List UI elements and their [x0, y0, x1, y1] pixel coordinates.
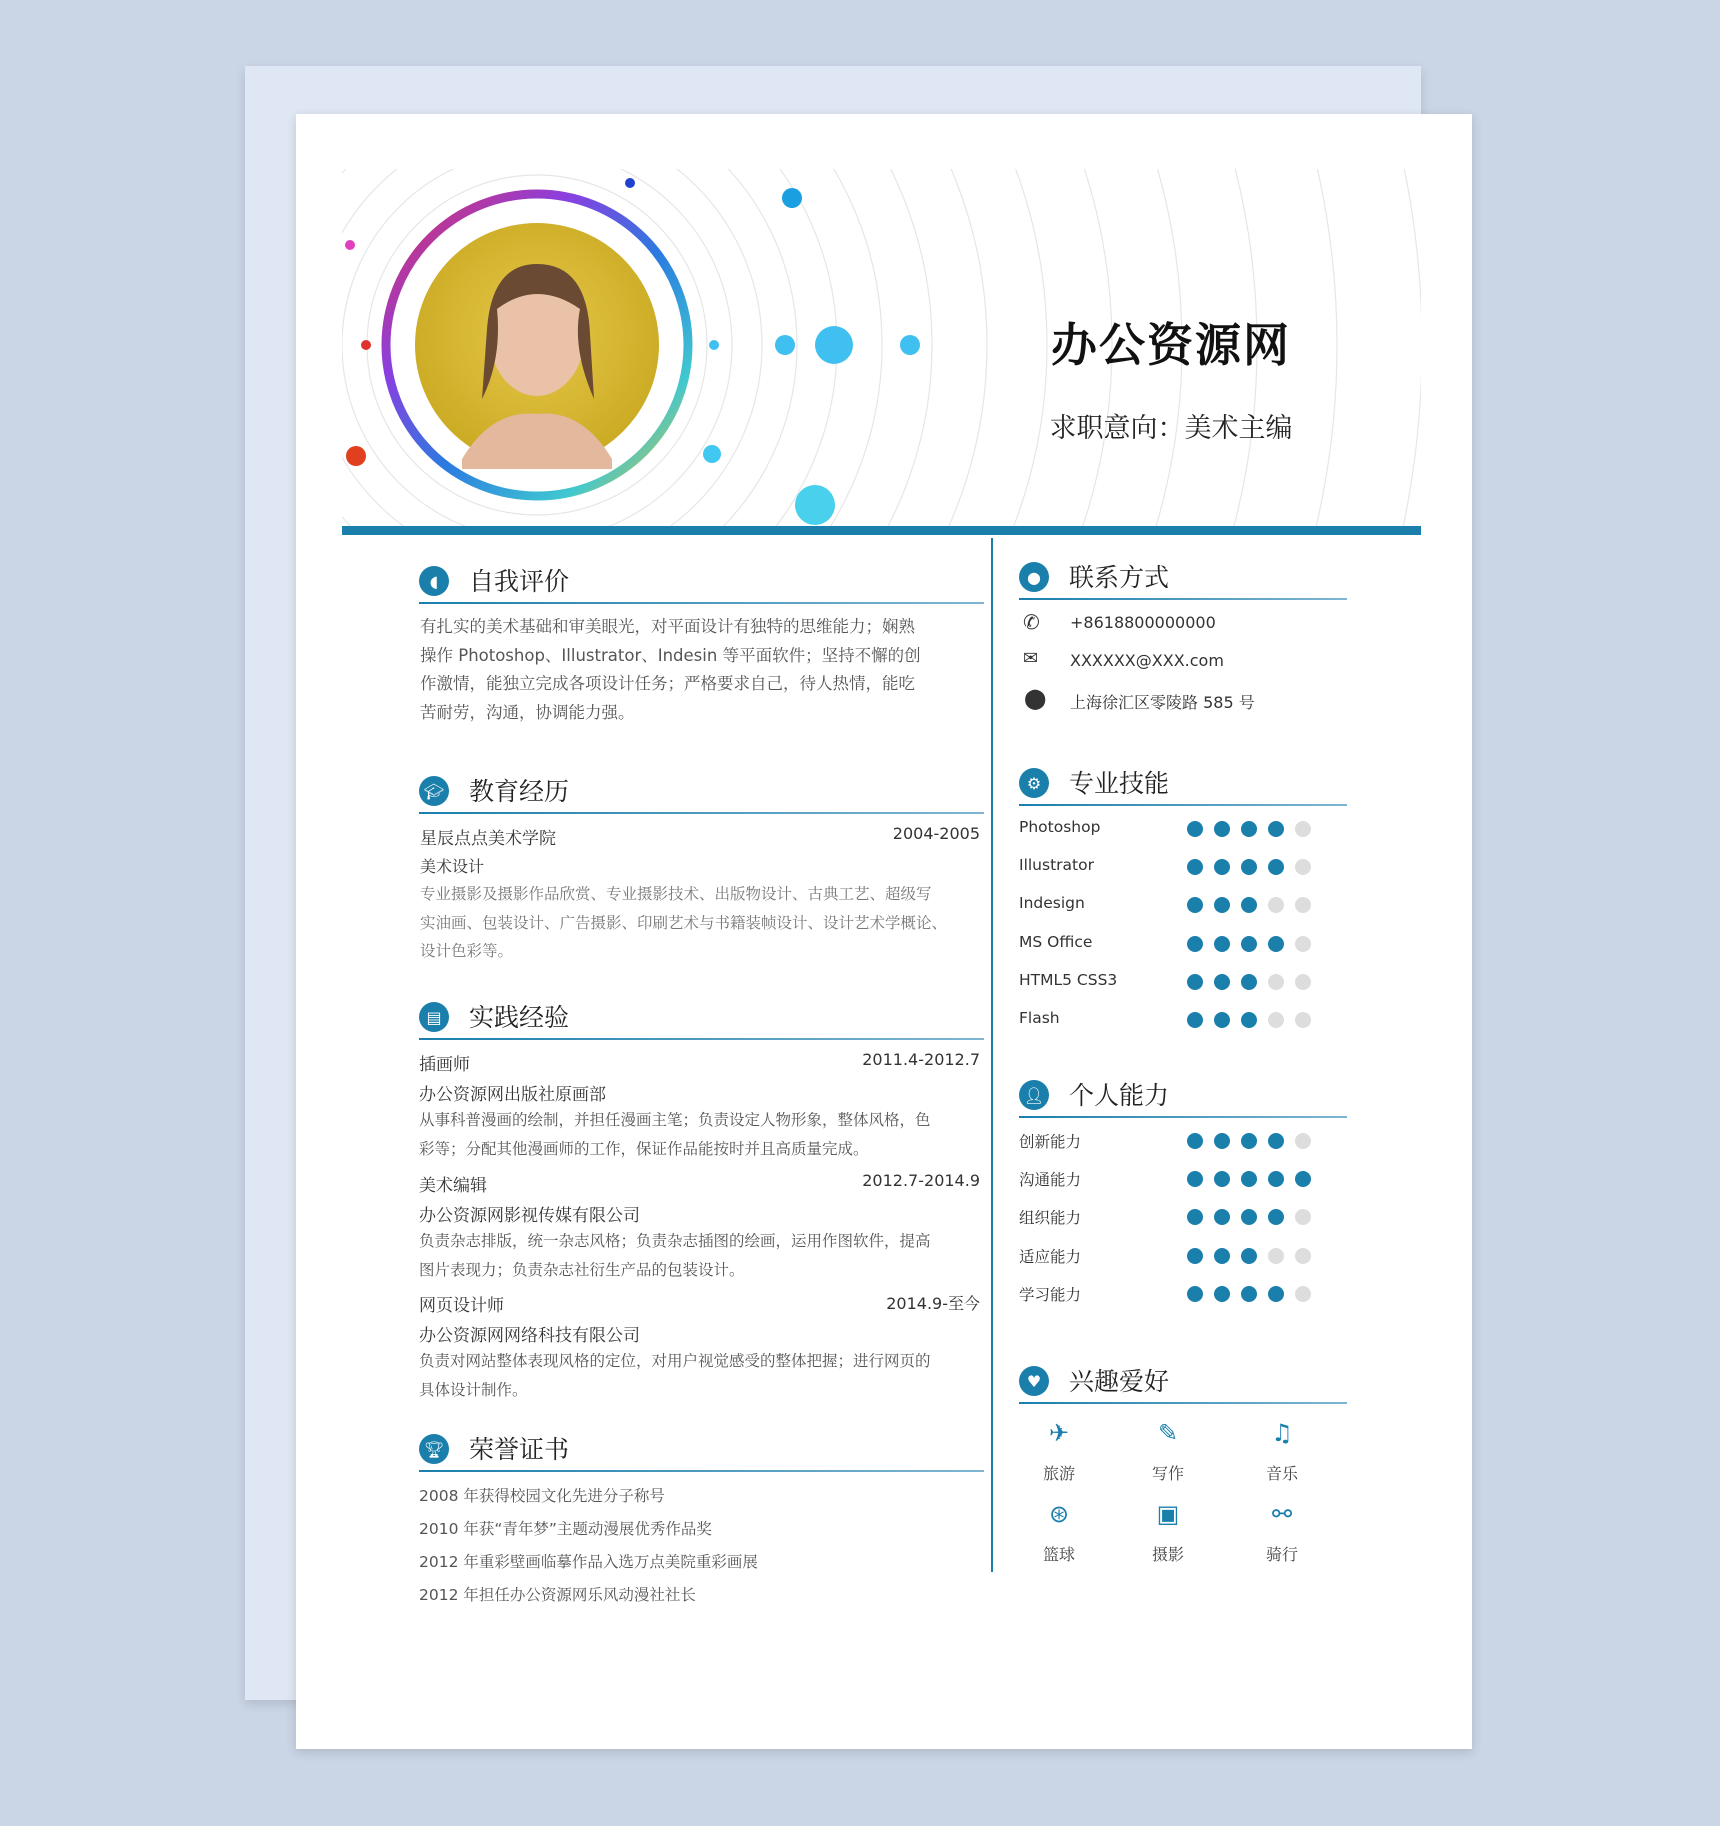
rating-dot-filled — [1187, 821, 1203, 837]
section-underline — [1019, 804, 1347, 806]
job-date: 2014.9-至今 — [886, 1294, 980, 1313]
rating-dot-empty — [1268, 1012, 1284, 1028]
education-date: 2004-2005 — [892, 824, 980, 843]
rating-dot-filled — [1214, 1286, 1230, 1302]
rating-dot-filled — [1187, 936, 1203, 952]
graduation-cap-icon: 🎓︎ — [419, 776, 449, 806]
rating-dot-empty — [1295, 1209, 1311, 1225]
school-name: 星辰点点美术学院 — [420, 829, 556, 849]
basketball-icon: ⊛ — [1048, 1500, 1070, 1528]
rating-label: 组织能力 — [1019, 1209, 1082, 1228]
rating-dot-filled — [1295, 1171, 1311, 1187]
company: 办公资源网影视传媒有限公司 — [419, 1206, 640, 1226]
rating-dot-filled — [1214, 1171, 1230, 1187]
rating-dot-filled — [1268, 1133, 1284, 1149]
rating-label: MS Office — [1019, 932, 1093, 951]
music-icon: ♫ — [1271, 1419, 1293, 1447]
experience-item — [419, 1291, 984, 1406]
rating-dots — [1187, 1012, 1311, 1028]
hobby-travel — [1019, 1419, 1099, 1484]
rating-dots — [1187, 936, 1311, 952]
honors-list — [419, 1480, 758, 1612]
phone-icon: ✆ — [1023, 610, 1040, 634]
rating-dots — [1187, 1171, 1311, 1187]
header-banner — [342, 169, 1421, 531]
rating-dot-empty — [1295, 1133, 1311, 1149]
hobby-cycling — [1242, 1500, 1322, 1565]
megaphone-icon: ◖ — [419, 566, 449, 596]
rating-dot-filled — [1187, 1171, 1203, 1187]
rating-dot-filled — [1214, 1248, 1230, 1264]
section-underline — [1019, 1402, 1347, 1404]
rating-label: Photoshop — [1019, 818, 1101, 836]
gear-icon: ⚙ — [1019, 768, 1049, 798]
rating-dot-empty — [1295, 936, 1311, 952]
rating-label: Indesign — [1019, 894, 1085, 913]
rating-dot-empty — [1295, 1248, 1311, 1264]
job-role: 插画师 — [419, 1055, 470, 1075]
hobby-basketball — [1019, 1500, 1099, 1565]
rating-dot-empty — [1295, 1012, 1311, 1028]
text-line: 实油画、包装设计、广告摄影、印刷艺术与书籍装帧设计、设计艺术学概论、 — [420, 913, 948, 932]
job-role: 美术编辑 — [419, 1176, 487, 1196]
section-underline — [1019, 598, 1347, 600]
rating-dots — [1187, 974, 1311, 990]
rating-dot-filled — [1268, 1286, 1284, 1302]
rating-dot-filled — [1214, 1133, 1230, 1149]
rating-dot-filled — [1187, 1286, 1203, 1302]
company: 办公资源网出版社原画部 — [419, 1085, 606, 1105]
section-underline — [419, 1470, 984, 1472]
chat-bubble-icon: ● — [1019, 562, 1049, 592]
airplane-icon: ✈ — [1048, 1419, 1070, 1447]
rating-dot-empty — [1268, 897, 1284, 913]
rating-dot-empty — [1295, 859, 1311, 875]
rating-label: 创新能力 — [1019, 1133, 1082, 1151]
hobby-label: 旅游 — [1042, 1464, 1075, 1483]
job-role: 网页设计师 — [419, 1296, 504, 1316]
rating-dot-filled — [1214, 1209, 1230, 1225]
user-icon: 👤︎ — [1019, 1080, 1049, 1110]
rating-dot-filled — [1187, 1133, 1203, 1149]
section-title: 荣誉证书 — [469, 1435, 570, 1464]
hobby-label: 骑行 — [1265, 1545, 1298, 1564]
contact-email: XXXXXX@XXX.com — [1070, 651, 1224, 670]
section-underline — [419, 1038, 984, 1040]
section-underline — [419, 602, 984, 604]
rating-dots — [1187, 897, 1311, 913]
hobby-writing — [1128, 1419, 1208, 1484]
text-line: 苦耐劳，沟通，协调能力强。 — [420, 702, 635, 722]
rating-dots — [1187, 1209, 1311, 1225]
rating-dot-filled — [1214, 897, 1230, 913]
resume-page — [296, 114, 1472, 1749]
honor-item: 2010 年获“青年梦”主题动漫展优秀作品奖 — [419, 1520, 712, 1538]
hobby-photography — [1128, 1500, 1208, 1565]
text-line: 图片表现力；负责杂志社衍生产品的包装设计。 — [419, 1260, 745, 1279]
job-intent: 求职意向：美术主编 — [1049, 413, 1293, 444]
rating-dot-filled — [1241, 936, 1257, 952]
rating-dot-filled — [1214, 821, 1230, 837]
text-line: 具体设计制作。 — [419, 1380, 528, 1399]
job-date: 2011.4-2012.7 — [862, 1050, 980, 1069]
rating-dots — [1187, 859, 1311, 875]
rating-dots — [1187, 821, 1311, 837]
hobby-label: 写作 — [1151, 1464, 1184, 1483]
text-line: 彩等；分配其他漫画师的工作，保证作品能按时并且高质量完成。 — [419, 1139, 869, 1158]
rating-dot-filled — [1241, 1133, 1257, 1149]
rating-dot-filled — [1268, 859, 1284, 875]
company: 办公资源网网络科技有限公司 — [419, 1326, 640, 1346]
text-line: 负责对网站整体表现风格的定位，对用户视觉感受的整体把握；进行网页的 — [419, 1352, 931, 1370]
text-line: 专业摄影及摄影作品欣赏、专业摄影技术、出版物设计、古典工艺、超级写 — [420, 885, 932, 903]
document-icon: ▤ — [419, 1002, 449, 1032]
location-pin-icon: ⬤ — [1024, 686, 1047, 710]
section-title: 自我评价 — [469, 567, 570, 596]
header-divider — [342, 526, 1421, 535]
rating-dot-empty — [1295, 974, 1311, 990]
rating-dot-empty — [1295, 897, 1311, 913]
section-title: 联系方式 — [1069, 563, 1170, 592]
rating-dots — [1187, 1133, 1311, 1149]
honor-item: 2012 年担任办公资源网乐风动漫社社长 — [419, 1586, 696, 1604]
rating-dots — [1187, 1286, 1311, 1302]
rating-label: HTML5 CSS3 — [1019, 970, 1118, 989]
rating-dot-filled — [1268, 1171, 1284, 1187]
rating-dot-empty — [1268, 1248, 1284, 1264]
education-description — [420, 880, 990, 966]
experience-item — [419, 1050, 984, 1165]
rating-dot-filled — [1241, 1286, 1257, 1302]
section-title: 教育经历 — [469, 777, 570, 806]
section-title: 实践经验 — [469, 1003, 570, 1032]
honor-item: 2012 年重彩壁画临摹作品入选万点美院重彩画展 — [419, 1553, 758, 1571]
rating-dots — [1187, 1248, 1311, 1264]
email-icon: ✉ — [1023, 648, 1039, 669]
rating-label: 适应能力 — [1019, 1247, 1082, 1266]
rating-dot-filled — [1214, 974, 1230, 990]
contact-address: 上海徐汇区零陵路 585 号 — [1070, 693, 1255, 712]
rating-dot-filled — [1268, 1209, 1284, 1225]
rating-label: Flash — [1019, 1009, 1060, 1027]
text-line: 负责杂志排版，统一杂志风格；负责杂志插图的绘画，运用作图软件，提高 — [419, 1232, 931, 1250]
contact-phone: +8618800000000 — [1070, 613, 1216, 632]
rating-dot-filled — [1187, 897, 1203, 913]
major: 美术设计 — [420, 857, 485, 876]
rating-dot-filled — [1214, 936, 1230, 952]
pencil-icon: ✎ — [1157, 1419, 1179, 1447]
honor-item: 2008 年获得校园文化先进分子称号 — [419, 1487, 665, 1505]
hobby-label: 摄影 — [1151, 1545, 1184, 1564]
heart-icon: ♥ — [1019, 1366, 1049, 1396]
rating-dot-filled — [1241, 1171, 1257, 1187]
rating-dot-filled — [1241, 859, 1257, 875]
section-underline — [1019, 1116, 1347, 1118]
hobby-label: 音乐 — [1265, 1464, 1298, 1483]
experience-item — [419, 1171, 984, 1286]
text-line: 操作 Photoshop、Illustrator、Indesin 等平面软件；坚持不懈的创 — [420, 645, 921, 665]
rating-dot-filled — [1187, 859, 1203, 875]
text-line: 有扎实的美术基础和审美眼光，对平面设计有独特的思维能力；娴熟 — [420, 617, 915, 636]
rating-label: Illustrator — [1019, 856, 1094, 875]
rating-dot-filled — [1214, 1012, 1230, 1028]
rating-dot-filled — [1241, 1012, 1257, 1028]
column-divider — [991, 538, 993, 1572]
text-line: 作激情，能独立完成各项设计任务；严格要求自己，待人热情，能吃 — [420, 674, 915, 693]
trophy-icon: 🏆︎ — [419, 1434, 449, 1464]
section-title: 兴趣爱好 — [1069, 1367, 1170, 1396]
rating-dot-filled — [1241, 897, 1257, 913]
rating-dot-filled — [1214, 859, 1230, 875]
rating-dot-filled — [1187, 1209, 1203, 1225]
section-underline — [419, 812, 984, 814]
rating-dot-filled — [1187, 1248, 1203, 1264]
text-line: 从事科普漫画的绘制，并担任漫画主笔；负责设定人物形象，整体风格，色 — [419, 1111, 931, 1129]
image-icon: ▣ — [1156, 1500, 1180, 1528]
text-line: 设计色彩等。 — [420, 942, 514, 960]
rating-dot-filled — [1241, 1209, 1257, 1225]
rating-dot-empty — [1295, 821, 1311, 837]
candidate-name: 办公资源网 — [1051, 318, 1291, 372]
rating-dot-filled — [1241, 1248, 1257, 1264]
rating-dot-filled — [1241, 974, 1257, 990]
rating-dot-filled — [1187, 1012, 1203, 1028]
rating-dot-empty — [1295, 1286, 1311, 1302]
bicycle-icon: ⚯ — [1271, 1500, 1293, 1528]
rating-dot-empty — [1268, 974, 1284, 990]
self-evaluation-text — [420, 613, 980, 727]
rating-dot-filled — [1241, 821, 1257, 837]
rating-dot-filled — [1268, 936, 1284, 952]
section-title: 专业技能 — [1069, 769, 1170, 798]
hobby-label: 篮球 — [1042, 1545, 1075, 1564]
rating-dot-filled — [1187, 974, 1203, 990]
rating-label: 沟通能力 — [1019, 1171, 1082, 1190]
section-title: 个人能力 — [1069, 1081, 1170, 1110]
job-date: 2012.7-2014.9 — [862, 1171, 980, 1190]
rating-dot-filled — [1268, 821, 1284, 837]
rating-label: 学习能力 — [1019, 1285, 1082, 1304]
hobby-music — [1242, 1419, 1322, 1484]
